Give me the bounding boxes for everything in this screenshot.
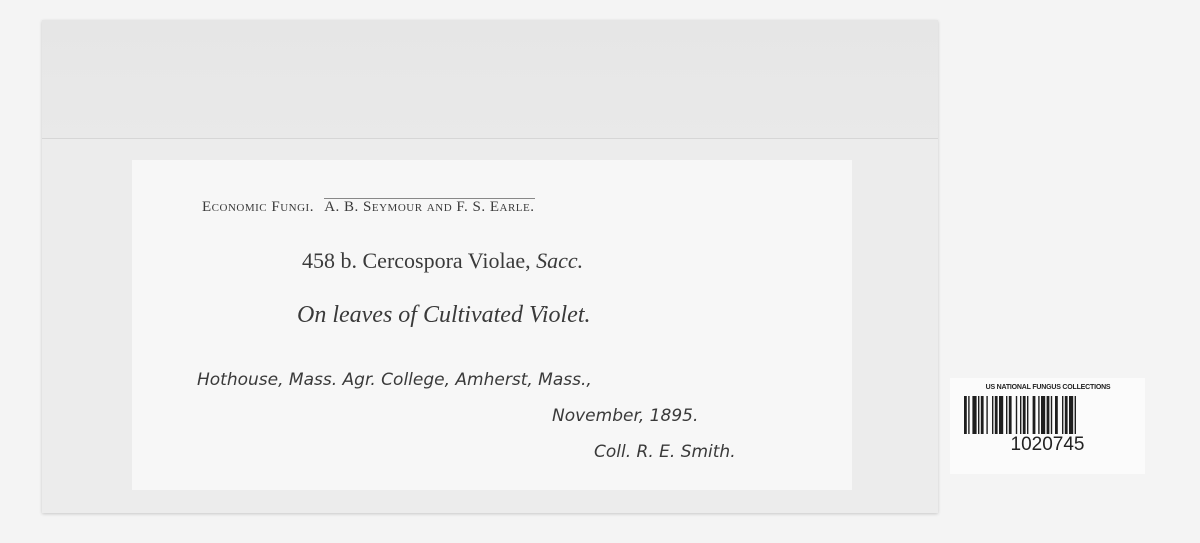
barcode-number: 1020745 [1010, 434, 1085, 455]
specimen-label [132, 160, 852, 490]
species-authority: Sacc. [536, 248, 584, 273]
barcode-title: US NATIONAL FUNGUS COLLECTIONS [985, 384, 1111, 391]
series-authors: A. B. Seymour and F. S. Earle. [324, 199, 535, 215]
collector-line: Coll. R. E. Smith. [594, 442, 736, 462]
barcode-bars [964, 396, 1132, 434]
date-line: November, 1895. [552, 406, 699, 426]
envelope-flap [42, 20, 938, 139]
locality-line: Hothouse, Mass. Agr. College, Amherst, Mass., [197, 370, 592, 390]
host-line: On leaves of Cultivated Violet. [297, 302, 591, 328]
series-title: Economic Fungi. [202, 199, 314, 215]
species-number: 458 b. [302, 248, 357, 273]
species-name: Cercospora Violae, [362, 248, 531, 273]
species-line [302, 248, 583, 274]
barcode-label [950, 378, 1145, 474]
label-header [202, 198, 535, 216]
